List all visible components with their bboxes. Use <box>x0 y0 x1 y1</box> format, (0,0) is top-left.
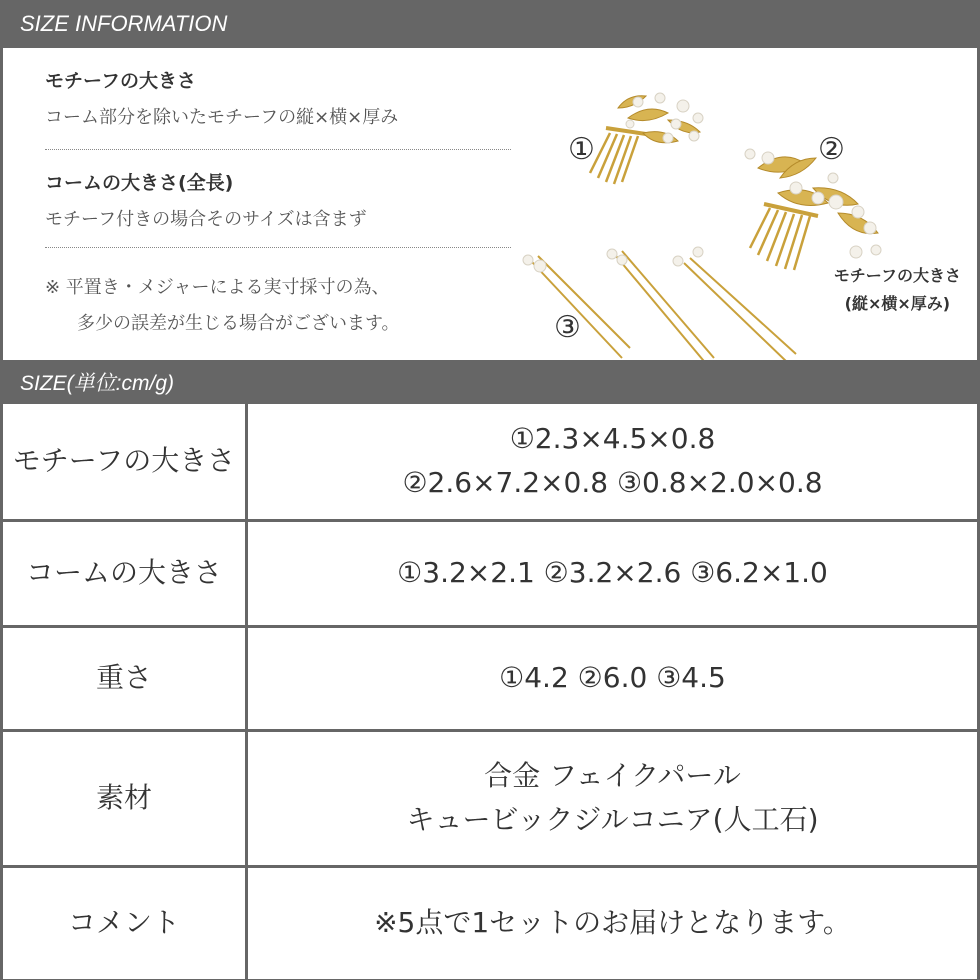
measurement-note <box>45 270 400 342</box>
comb-2-image <box>745 149 881 270</box>
row-value-motif-size <box>247 404 979 520</box>
table-row <box>2 730 979 866</box>
motif-size-title: モチーフの大きさ <box>45 70 197 92</box>
table-row <box>2 520 979 626</box>
row-label-weight: 重さ <box>2 626 247 730</box>
photo-caption <box>834 262 961 318</box>
value-line: ①3.2×2.1 ②3.2×2.6 ③6.2×1.0 <box>397 556 828 589</box>
value-line: ①4.2 ②6.0 ③4.5 <box>499 661 726 694</box>
value-line: ①2.3×4.5×0.8 <box>509 422 716 456</box>
row-value-material <box>247 730 979 866</box>
motif-size-description: コーム部分を除いたモチーフの縦×横×厚み <box>45 107 399 128</box>
size-information-title: SIZE INFORMATION <box>20 11 228 36</box>
comb-1-image <box>590 93 703 184</box>
comb-size-description: モチーフ付きの場合そのサイズは含まず <box>45 209 367 230</box>
note-line-1: ※ 平置き・メジャーによる実寸採寸の為、 <box>45 277 390 298</box>
row-value-comment <box>247 866 979 980</box>
comb-size-explanation <box>45 168 511 231</box>
value-line: 合金 フェイクパール <box>484 759 741 792</box>
value-line: キュービックジルコニア(人工石) <box>406 803 819 836</box>
photo-caption-line-1: モチーフの大きさ <box>833 266 961 285</box>
value-line: ②2.6×7.2×0.8 ③0.8×2.0×0.8 <box>402 466 823 500</box>
item-3-label: ③ <box>554 310 581 345</box>
item-1-label: ① <box>568 132 595 167</box>
divider <box>45 149 511 150</box>
table-row <box>2 866 979 980</box>
size-spec-table <box>0 404 980 980</box>
row-label-material: 素材 <box>2 730 247 866</box>
note-line-2: 多少の誤差が生じる場合がございます。 <box>77 313 400 334</box>
row-label-comment: コメント <box>2 866 247 980</box>
row-value-comb-size <box>247 520 979 626</box>
size-table-title: SIZE(単位:cm/g) <box>20 372 175 395</box>
motif-size-explanation <box>45 66 511 129</box>
item-2-label: ② <box>818 132 845 167</box>
row-label-motif-size: モチーフの大きさ <box>2 404 247 520</box>
comb-size-title: コームの大きさ(全長) <box>45 172 234 194</box>
table-row <box>2 626 979 730</box>
row-value-weight <box>247 626 979 730</box>
size-info-panel <box>0 48 980 360</box>
photo-caption-line-2: (縦×横×厚み) <box>844 294 951 313</box>
size-information-header <box>0 0 980 48</box>
row-label-comb-size: コームの大きさ <box>2 520 247 626</box>
divider <box>45 247 511 248</box>
size-table-header <box>0 360 980 404</box>
value-line: ※5点で1セットのお届けとなります。 <box>374 906 851 939</box>
table-row <box>2 404 979 520</box>
